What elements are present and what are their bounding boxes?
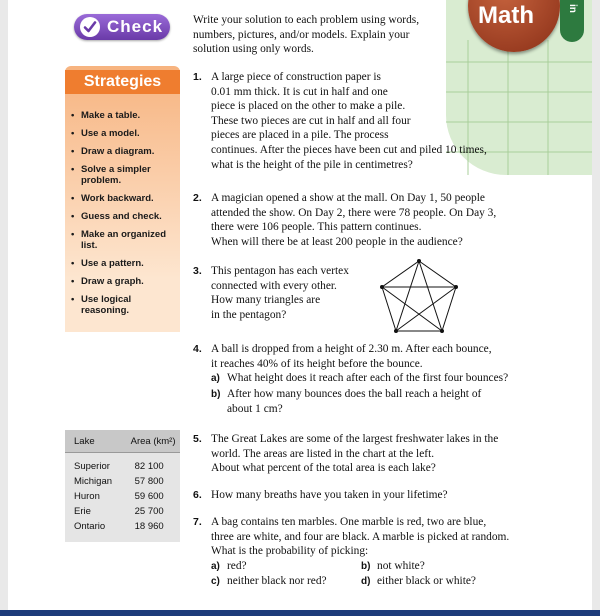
sub-question-c: c) neither black nor red? bbox=[211, 575, 327, 588]
pentagon-diagram bbox=[378, 258, 460, 334]
bottom-bar bbox=[0, 610, 600, 616]
strategy-item: • Draw a graph. bbox=[69, 276, 177, 287]
strategies-panel bbox=[65, 66, 180, 332]
checkmark-icon bbox=[80, 17, 100, 37]
table-row: Erie 25 700 bbox=[74, 506, 164, 517]
table-row: Ontario 18 960 bbox=[74, 521, 164, 532]
strategy-item: • Draw a diagram. bbox=[69, 146, 177, 157]
question-3: 3. This pentagon has each vertex connected with every other. How many triangles are in the pentagon? bbox=[193, 265, 349, 321]
check-label: Check bbox=[107, 17, 164, 36]
question-7: 7. A bag contains ten marbles. One marble is red, two are blue, three are white, and four are black. A marble is picked at random. What is the probability of picking: a) red? b) not white? c) neither black nor red? d) either black or white? bbox=[193, 515, 538, 590]
check-badge bbox=[74, 14, 170, 40]
question-6: 6. How many breaths have you taken in your lifetime? bbox=[193, 489, 448, 501]
question-number: 4. bbox=[193, 343, 202, 355]
strategy-item: • Make a table. bbox=[69, 110, 177, 121]
table-row: Michigan 57 800 bbox=[74, 476, 164, 487]
math-title: Math bbox=[478, 2, 534, 29]
strategy-item: • Use logical reasoning. bbox=[69, 294, 177, 316]
question-4: 4. A ball is dropped from a height of 2.30 m. After each bounce, it reaches 40% of its height before the bounce. a) What height does it reach after each of the first four bounces? b) After how many bounces does the ball reach a height of about 1 cm? bbox=[193, 342, 533, 417]
question-1: 1. A large piece of construction paper is 0.01 mm thick. It is cut in half and one piece is placed on the other to make a pile. These two pieces are cut in half and all four pieces are placed in a pile. The process continues. After the pieces have been cut and piled 10 times, what is the height of the pile in centimetres? bbox=[193, 71, 487, 171]
lake-table bbox=[65, 430, 180, 542]
question-number: 5. bbox=[193, 433, 202, 445]
strategy-item: • Solve a simpler problem. bbox=[69, 164, 177, 186]
question-number: 6. bbox=[193, 489, 202, 501]
strategy-item: • Work backward. bbox=[69, 193, 177, 204]
column-header-lake: Lake bbox=[65, 430, 122, 453]
strategies-list bbox=[69, 110, 177, 323]
table-header-row bbox=[65, 430, 180, 453]
question-number: 3. bbox=[193, 265, 202, 277]
sub-question-a: a) red? bbox=[211, 559, 247, 572]
sub-question-b: b) After how many bounces does the ball reach a height of bbox=[211, 387, 482, 400]
sub-question-b: b) not white? bbox=[361, 559, 425, 572]
question-number: 2. bbox=[193, 192, 202, 204]
strategy-item: • Make an organized list. bbox=[69, 229, 177, 251]
sub-question-a: a) What height does it reach after each of the first four bounces? bbox=[211, 372, 509, 385]
question-number: 7. bbox=[193, 516, 202, 528]
table-row: Superior 82 100 bbox=[74, 461, 164, 472]
question-2: 2. A magician opened a show at the mall. On Day 1, 50 people attended the show. On Day 2, there were 78 people. On Day 3, there were 106 people. This pattern continues. When will there be at least 200 people in the audience? bbox=[193, 192, 497, 248]
table-row: Huron 59 600 bbox=[74, 491, 164, 502]
strategies-title: Strategies bbox=[65, 70, 180, 94]
column-header-area: Area (km²) bbox=[122, 430, 180, 453]
question-number: 1. bbox=[193, 71, 202, 83]
instructions: Write your solution to each problem using words, numbers, pictures, and/or models. Explain your solution using only words. bbox=[193, 14, 420, 55]
strategy-item: • Use a model. bbox=[69, 128, 177, 139]
workbook-page bbox=[8, 0, 592, 610]
strategy-item: • Guess and check. bbox=[69, 211, 177, 222]
sub-question-d: d) either black or white? bbox=[361, 575, 476, 588]
strategy-item: • Use a pattern. bbox=[69, 258, 177, 269]
tab-strip: in bbox=[560, 0, 584, 42]
question-5: 5. The Great Lakes are some of the largest freshwater lakes in the world. The areas are listed in the chart at the left. About what percent of the total area is each lake? bbox=[193, 433, 499, 475]
